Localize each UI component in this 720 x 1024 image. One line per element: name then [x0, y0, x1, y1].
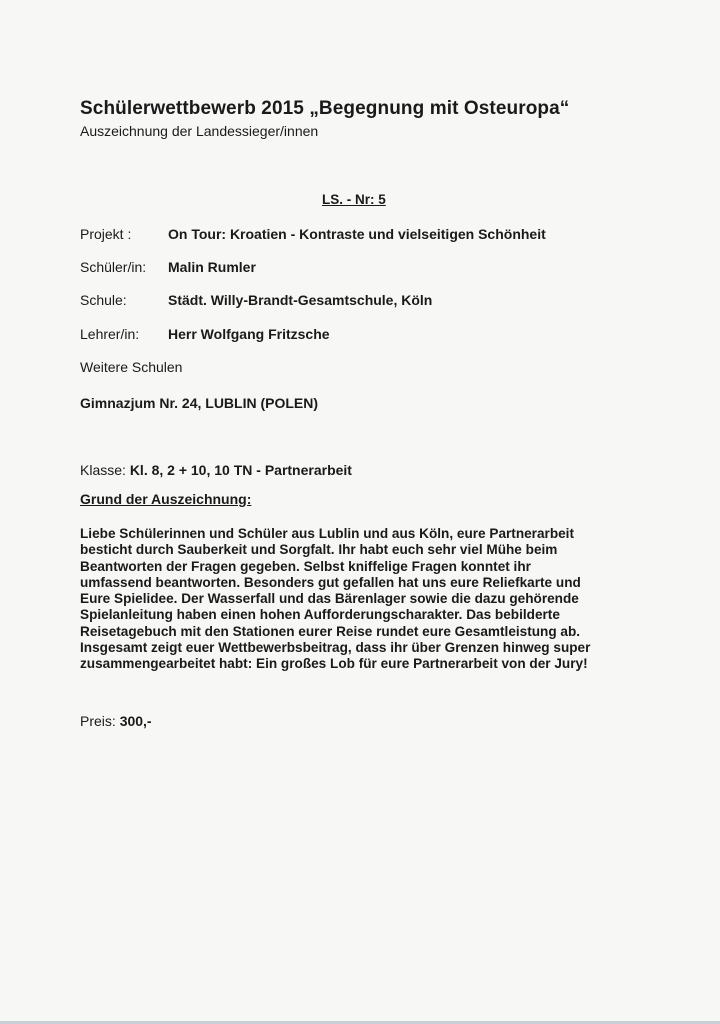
paragraph-line: Insgesamt zeigt euer Wettbewerbsbeitrag, dass ihr über Grenzen hinweg super [80, 640, 591, 656]
weitere-schulen-value: Gimnazjum Nr. 24, LUBLIN (POLEN) [80, 395, 319, 411]
paragraph-line: umfassend beantworten. Besonders gut gefallen hat uns eure Reliefkarte und [80, 574, 581, 590]
field-value: Kl. 8, 2 + 10, 10 TN - Partnerarbeit [129, 462, 352, 478]
ls-number: LS. - Nr: 5 [322, 192, 386, 207]
field-label: Preis: [80, 713, 116, 729]
field-schueler [80, 259, 256, 275]
field-label: Projekt : [80, 226, 132, 242]
field-value: Malin Rumler [168, 259, 256, 275]
document-subtitle: Auszeichnung der Landessieger/innen [80, 123, 319, 139]
paragraph-line: Reisetagebuch mit den Stationen eurer Reise rundet eure Gesamtleistung ab. [80, 623, 581, 639]
paragraph-line: Liebe Schülerinnen und Schüler aus Lublin und aus Köln, eure Partnerarbeit [80, 526, 574, 541]
field-label: Schule: [80, 292, 127, 308]
document-title: Schülerwettbewerb 2015 „Begegnung mit Osteuropa“ [80, 98, 570, 119]
field-value: Städt. Willy-Brandt-Gesamtschule, Köln [168, 292, 433, 308]
grund-heading: Grund der Auszeichnung: [80, 491, 252, 507]
field-schule [80, 292, 432, 308]
field-value: Herr Wolfgang Fritzsche [168, 326, 330, 342]
field-label: Klasse: [80, 462, 126, 478]
field-label: Schüler/in: [80, 259, 147, 275]
paragraph-line: Spielanleitung haben einen hohen Aufforderungscharakter. Das bebilderte [80, 607, 560, 623]
field-lehrer [80, 326, 330, 342]
field-label: Lehrer/in: [80, 326, 140, 342]
field-projekt [80, 226, 546, 242]
paragraph-line: Beantworten der Fragen gegeben. Selbst kniffelige Fragen konntet ihr [80, 558, 531, 574]
weitere-schulen-label: Weitere Schulen [80, 359, 183, 375]
paragraph-line: Eure Spielidee. Der Wasserfall und das Bärenlager sowie die dazu gehörende [80, 591, 579, 607]
field-value: On Tour: Kroatien - Kontraste und vielseitigen Schönheit [168, 226, 546, 242]
grund-paragraph [80, 526, 700, 673]
paragraph-line: besticht durch Sauberkeit und Sorgfalt. Ihr habt euch sehr viel Mühe beim [80, 542, 558, 558]
paragraph-line: zusammengearbeitet habt: Ein großes Lob für eure Partnerarbeit von der Jury! [80, 656, 588, 672]
field-preis [80, 713, 152, 729]
field-klasse [80, 462, 352, 478]
field-value: 300,- [119, 713, 152, 729]
